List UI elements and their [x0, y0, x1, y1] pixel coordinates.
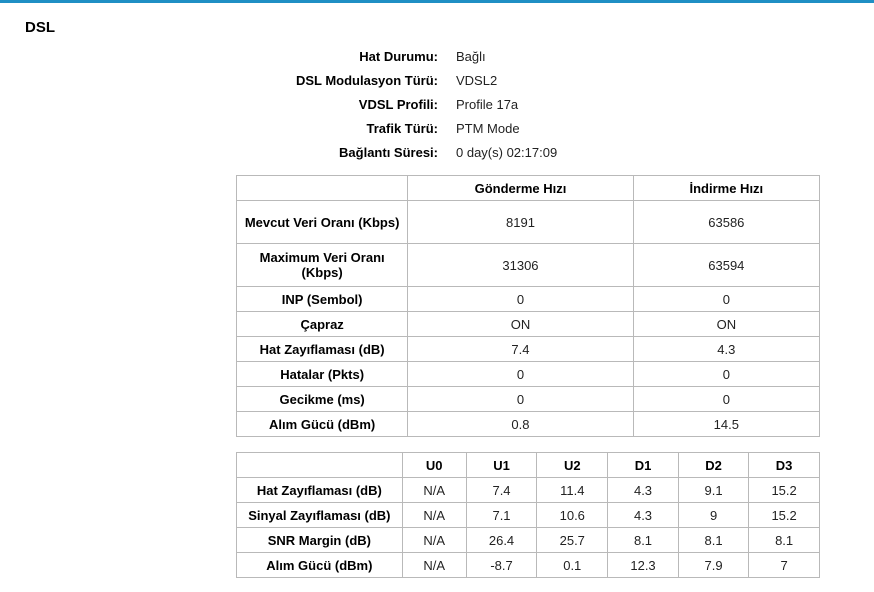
row-label: Çapraz — [237, 312, 408, 337]
row-label: Alım Gücü (dBm) — [237, 412, 408, 437]
info-row — [236, 92, 557, 116]
info-value: VDSL2 — [456, 72, 498, 88]
band-value: 15.2 — [749, 503, 820, 528]
band-value: 8.1 — [678, 528, 748, 553]
upstream-value: 7.4 — [408, 337, 633, 362]
info-row — [236, 116, 557, 140]
row-label: Hat Zayıflaması (dB) — [237, 337, 408, 362]
table-row — [237, 387, 820, 412]
band-value: 25.7 — [537, 528, 608, 553]
row-label: INP (Sembol) — [237, 287, 408, 312]
band-value: 10.6 — [537, 503, 608, 528]
band-value: 12.3 — [608, 553, 679, 578]
info-value: 0 day(s) 02:17:09 — [456, 144, 558, 160]
table-row — [237, 478, 820, 503]
table-row — [237, 528, 820, 553]
downstream-value: ON — [633, 312, 819, 337]
band-value: 7 — [749, 553, 820, 578]
upstream-value: 0.8 — [408, 412, 633, 437]
rate-table-header — [237, 176, 820, 201]
band-value: 4.3 — [608, 478, 679, 503]
band-value: 9.1 — [678, 478, 748, 503]
row-label: Alım Gücü (dBm) — [237, 553, 403, 578]
band-header: D1 — [608, 453, 679, 478]
table-row — [237, 244, 820, 287]
info-row — [236, 44, 557, 68]
dsl-status-info — [236, 44, 557, 164]
upstream-value: 8191 — [408, 201, 633, 244]
upstream-value: 0 — [408, 287, 633, 312]
table-row — [237, 337, 820, 362]
downstream-value: 0 — [633, 287, 819, 312]
info-value: Bağlı — [456, 48, 486, 64]
band-value: 9 — [678, 503, 748, 528]
table-row — [237, 553, 820, 578]
band-header: U2 — [537, 453, 608, 478]
band-value: 8.1 — [749, 528, 820, 553]
row-label: Maximum Veri Oranı (Kbps) — [237, 244, 408, 287]
upstream-value: ON — [408, 312, 633, 337]
row-label: Hatalar (Pkts) — [237, 362, 408, 387]
table-row — [237, 312, 820, 337]
band-table-header — [237, 453, 820, 478]
downstream-value: 63586 — [633, 201, 819, 244]
info-label: Trafik Türü: — [366, 120, 438, 136]
band-header: U1 — [466, 453, 537, 478]
row-label: Sinyal Zayıflaması (dB) — [237, 503, 403, 528]
row-label: Gecikme (ms) — [237, 387, 408, 412]
info-label: DSL Modulasyon Türü: — [295, 72, 438, 88]
empty-header-cell — [237, 176, 408, 201]
info-label: Hat Durumu: — [359, 48, 438, 64]
rate-table — [236, 175, 820, 437]
info-label: Bağlantı Süresi: — [339, 144, 438, 160]
row-label: Hat Zayıflaması (dB) — [237, 478, 403, 503]
table-row — [237, 412, 820, 437]
downstream-value: 0 — [633, 362, 819, 387]
band-value: N/A — [402, 553, 466, 578]
band-value: 0.1 — [537, 553, 608, 578]
downstream-value: 4.3 — [633, 337, 819, 362]
band-value: 26.4 — [466, 528, 537, 553]
upstream-header: Gönderme Hızı — [408, 176, 633, 201]
band-value: 7.4 — [466, 478, 537, 503]
band-value: 7.9 — [678, 553, 748, 578]
band-header: D2 — [678, 453, 748, 478]
band-value: 4.3 — [608, 503, 679, 528]
top-accent-bar — [0, 0, 874, 3]
downstream-header: İndirme Hızı — [633, 176, 819, 201]
table-row — [237, 362, 820, 387]
table-row — [237, 503, 820, 528]
row-label: Mevcut Veri Oranı (Kbps) — [237, 201, 408, 244]
table-row — [237, 201, 820, 244]
band-value: 7.1 — [466, 503, 537, 528]
row-label: SNR Margin (dB) — [237, 528, 403, 553]
downstream-value: 63594 — [633, 244, 819, 287]
downstream-value: 0 — [633, 387, 819, 412]
info-label: VDSL Profili: — [358, 96, 438, 112]
band-value: 15.2 — [749, 478, 820, 503]
band-value: N/A — [402, 528, 466, 553]
upstream-value: 31306 — [408, 244, 633, 287]
band-table — [236, 452, 820, 578]
info-value: PTM Mode — [456, 120, 520, 136]
table-row — [237, 287, 820, 312]
empty-header-cell — [237, 453, 403, 478]
band-value: N/A — [402, 503, 466, 528]
upstream-value: 0 — [408, 387, 633, 412]
info-row — [236, 140, 557, 164]
band-value: -8.7 — [466, 553, 537, 578]
band-header: U0 — [402, 453, 466, 478]
upstream-value: 0 — [408, 362, 633, 387]
info-value: Profile 17a — [456, 96, 519, 112]
band-value: N/A — [402, 478, 466, 503]
downstream-value: 14.5 — [633, 412, 819, 437]
section-title: DSL — [25, 19, 55, 36]
info-row — [236, 68, 557, 92]
band-value: 11.4 — [537, 478, 608, 503]
band-header: D3 — [749, 453, 820, 478]
band-value: 8.1 — [608, 528, 679, 553]
